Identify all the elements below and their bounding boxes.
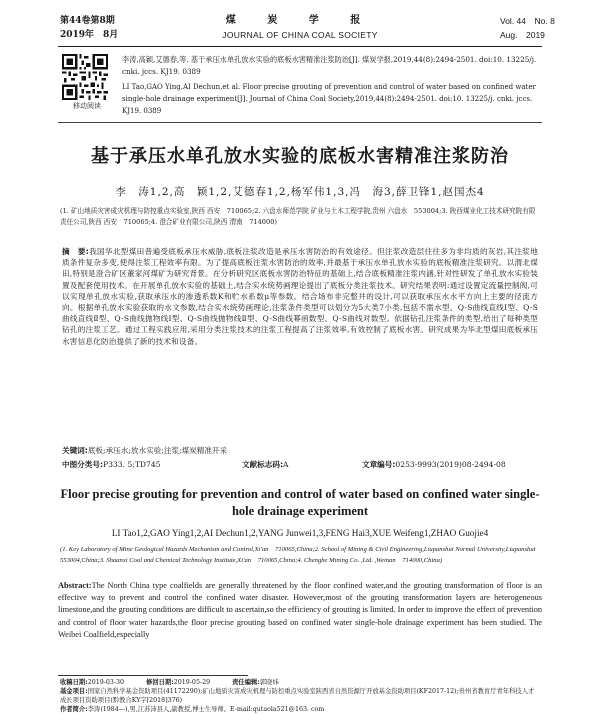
author-bio-label: 作者简介: bbox=[60, 706, 88, 713]
abstract-cn-text: 我国华北型煤田普遍受底板承压水威胁,底板注浆改造是承压水害防治的有效途径。但注浆改造层往往多为非均质的灰岩,其注浆地质条件复杂多变,使得注浆工程效率有限。为了提高底板注浆水害防治的效率,并最基于承压水单孔放水实验的底板精准注浆研究。以渭北煤田,特别是澄合矿区董家河煤矿为研究背景。在分析研究区底板水害防治特征的基础上,结合底板精准注浆内涵,针对性研发了单孔放水实验装置及配套使用技术。在开展单孔放水实验的基础上,结合实水统势画理论提出了底板分类注浆技术。研究结果表明:通过设置定流量控制阀,可以实现单孔放水实验,获取承压水的渗透系数K和贮水系数μ等参数。结合场布非完整井的设计,可以获取承压水水平方向上主要的径流方向。根据单孔放水实验获取的水文参数,结合实水统势画理论,注浆条件类型可以划分为5大类7小类,包括不需水型、Q-S曲线直线Ⅰ型、Q-S曲线直线Ⅱ型、Q-S曲线抛物线Ⅰ型、Q-S曲线抛物线Ⅱ型、Q-S曲线幂函数型、Q-S曲线对数型。依据钻孔注浆条件的类型,给出了每种类型钻孔的注浆工艺。通过工程实践应用,采用分类注浆技术的注浆工程提高了注浆效率,有效控制了底板水害。研究成果为华北型煤田底板承压水害信息化防治提供了新的技术和设备。 bbox=[62, 247, 538, 346]
paper-title-en: Floor precise grouting for prevention and control of water based on confined water single-hole drainage experiment bbox=[60, 487, 540, 518]
clc-number bbox=[62, 459, 160, 470]
authors-en: LI Tao1,2,GAO Ying1,2,AI Dechun1,2,YANG Junwei1,3,FENG Hai3,XUE Weifeng1,ZHAO Guojie4 bbox=[111, 528, 489, 538]
volume-issue-cn: 第44卷第8期 bbox=[60, 16, 115, 26]
citation-cn: 李涛,高颖,艾德春,等. 基于承压水单孔放水实验的底板水害精准注浆防治[J]. 煤炭学报,2019,44(8):2494-2501. doi:10. 13225/j. cnki. jccs. KJ19. 0389 bbox=[122, 55, 537, 76]
header-rule bbox=[58, 46, 542, 47]
fund-text: 国家自然科学基金资助项目(41172290);矿山地质灾害成灾机理与防控重点实验室陕西省自然资源厅开放基金资助项目(KF2017-12);贵州省教育厅青年科技人才成长项目资助项目(黔教合KY字[2018]376) bbox=[60, 688, 535, 704]
abstract-en bbox=[58, 580, 542, 641]
keywords-cn-label: 关键词: bbox=[62, 446, 88, 455]
clc-label: 中图分类号: bbox=[62, 460, 104, 469]
citation-en: LI Tao,GAO Ying,AI Dechun,et al. Floor precise grouting of prevention and control of water based on confined water single-hole drainage experiment[J]. Journal of China Coal Society,2019,44(8):2494-2501. doi:10. 13225/j. cnki. jccs. KJ19. 0389 bbox=[122, 83, 536, 115]
paper-title-cn: 基于承压水单孔放水实验的底板水害精准注浆防治 bbox=[91, 146, 509, 167]
revised-date: 2019-05-29 bbox=[173, 679, 211, 686]
revised-label: 修回日期: bbox=[146, 679, 174, 686]
received-label: 收稿日期: bbox=[60, 679, 88, 686]
footnote-author bbox=[60, 705, 540, 714]
doc-code bbox=[242, 459, 289, 470]
footnote bbox=[60, 678, 540, 714]
footnote-dates bbox=[60, 678, 540, 687]
authors-cn: 李 涛1,2,高 颖1,2,艾德春1,2,杨军伟1,3,冯 海3,薛卫锋1,赵国杰4 bbox=[115, 186, 485, 198]
fund-label: 基金项目: bbox=[60, 688, 88, 695]
doc-label: 文献标志码: bbox=[242, 460, 284, 469]
journal-name-en: JOURNAL OF CHINA COAL SOCIETY bbox=[222, 30, 378, 40]
affiliations-en: (1. Key Laboratory of Mine Geological Hazards Mechanism and Control,Xi'an 710065,China;2. School of Mining & Civil Engineering,Liupanshui Normal University,Liupanshui 553004,China;3. Shaanxi Coal and Chemical Technology Institute,Xi'an 710065,China;4. Chenghe Mining Co. ,Ltd. ,Weinan 714000,China) bbox=[60, 546, 543, 564]
keywords-cn bbox=[62, 445, 538, 456]
affiliations-cn: (1. 矿山地质灾害成灾机理与防控重点实验室,陕西 西安 710065;2. 六盘水师范学院 矿业与土木工程学院,贵州 六盘水 553004;3. 陕西煤业化工技术研究院有限责任公司,陕西 西安 710065;4. 澄合矿业有限公司,陕西 渭南 714000) bbox=[60, 207, 536, 226]
citation-rule bbox=[58, 122, 542, 123]
running-header-left bbox=[60, 14, 118, 42]
article-value: 0253-9993(2019)08-2494-08 bbox=[395, 460, 506, 469]
running-header-right bbox=[500, 14, 555, 42]
date-en: Aug. 2019 bbox=[500, 30, 545, 40]
footnote-rule bbox=[58, 675, 248, 676]
footnote-fund bbox=[60, 687, 540, 705]
article-label: 文章编号: bbox=[362, 460, 396, 469]
abstract-cn bbox=[62, 246, 538, 347]
received-date: 2019-03-30 bbox=[87, 679, 125, 686]
qr-code-icon[interactable] bbox=[62, 54, 108, 100]
abstract-en-label: Abstract: bbox=[58, 581, 92, 590]
editor-name: 郭晓炜 bbox=[259, 679, 279, 686]
qr-caption: 移动阅读 bbox=[73, 103, 101, 110]
volume-issue-en: Vol. 44 No. 8 bbox=[500, 16, 555, 26]
abstract-en-text: The North China type coalfields are generally threatened by the floor confined water,and the grouting transformation of floor is an effective way to prevent and control the confined water disaster. However,most of the grouting transformation layers are heterogeneous limestone,and the grouting conditions are difficult to ascertain,so the efficiency of grouting is limited. In order to improve the effect of prevention and control of floor water hazards,the floor precise grouting based on confined water single-hole drainage experiment has been studied. The Weibei Coalfield,especially bbox=[58, 581, 542, 639]
article-number bbox=[362, 459, 506, 470]
author-bio-text: 李涛(1984—),男,江苏沛县人,副教授,博士生导师。E-mail:qutaola521@163. com bbox=[87, 706, 325, 713]
clc-value: P333. 5;TD745 bbox=[103, 460, 161, 469]
date-cn: 2019年 8月 bbox=[60, 30, 119, 40]
keywords-cn-text: 底板;承压水;放水实验;注浆;煤炭精准开采 bbox=[87, 446, 228, 455]
abstract-cn-label: 摘 要: bbox=[62, 247, 89, 256]
doc-value: A bbox=[283, 460, 289, 469]
journal-name-cn: 煤 炭 学 报 bbox=[225, 15, 375, 26]
editor-label: 责任编辑: bbox=[232, 679, 260, 686]
running-header-center bbox=[150, 14, 450, 42]
